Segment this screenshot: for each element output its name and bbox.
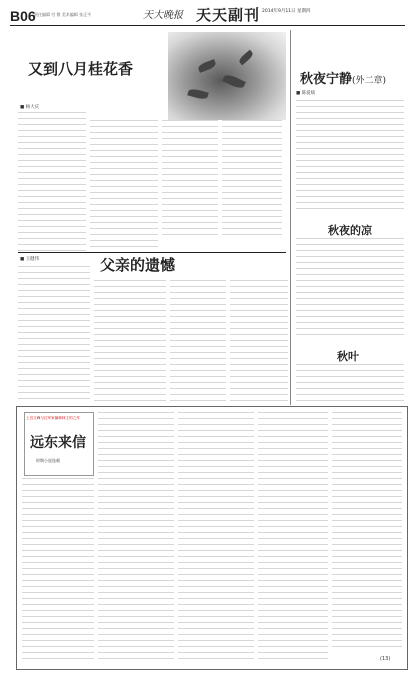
body-father-col4 (230, 280, 288, 402)
divider-father (18, 252, 286, 253)
section-code: B06 (10, 8, 36, 24)
article-title-father: 父亲的遗憾 (100, 256, 176, 274)
serial-kicker: 上官文峰与红军家属韩林王的之作 (26, 416, 80, 420)
right-column-rule (290, 30, 291, 405)
serial-col4 (258, 412, 328, 664)
serial-title: 远东来信 (30, 435, 86, 451)
serial-col5 (332, 412, 402, 652)
column-name: 天天副刊 (196, 6, 261, 24)
newspaper-logo: 天大晚报 (143, 10, 183, 21)
body-osmanthus-col2 (90, 120, 158, 252)
body-father-col2 (94, 280, 166, 402)
author-father: ■ 王健伟 (20, 257, 40, 262)
body-osmanthus-col3 (162, 120, 218, 240)
header-rule (10, 25, 405, 26)
article-title-autumn-cool: 秋夜的凉 (328, 224, 372, 237)
serial-page-note: (13) (380, 656, 391, 662)
author-osmanthus: ■ 杨大庆 (20, 105, 40, 110)
body-osmanthus-col1 (18, 112, 86, 252)
body-father-col1 (18, 266, 90, 402)
serial-subtitle: 时期小说选载 (36, 458, 60, 463)
author-autumn: ■ 陈爱斌 (296, 91, 316, 96)
header-meta: 责任编辑 付 敬 美术编辑 张正平 (34, 12, 92, 17)
body-father-col3 (170, 280, 226, 402)
body-autumn-leaves (296, 364, 404, 404)
header-date: 2014年9月11日 星期四 (262, 9, 311, 14)
serial-col2 (98, 412, 174, 664)
article-title-autumn-leaves: 秋叶 (337, 350, 359, 363)
osmanthus-photo (168, 32, 286, 120)
article-title-osmanthus: 又到八月桂花香 (28, 60, 134, 78)
serial-col1 (22, 478, 94, 664)
serial-col3 (178, 412, 254, 664)
body-autumn (296, 100, 404, 210)
body-osmanthus-col4 (222, 120, 282, 240)
body-autumn-cool (296, 238, 404, 340)
article-title-autumn: 秋夜宁静(外二章) (300, 72, 387, 87)
